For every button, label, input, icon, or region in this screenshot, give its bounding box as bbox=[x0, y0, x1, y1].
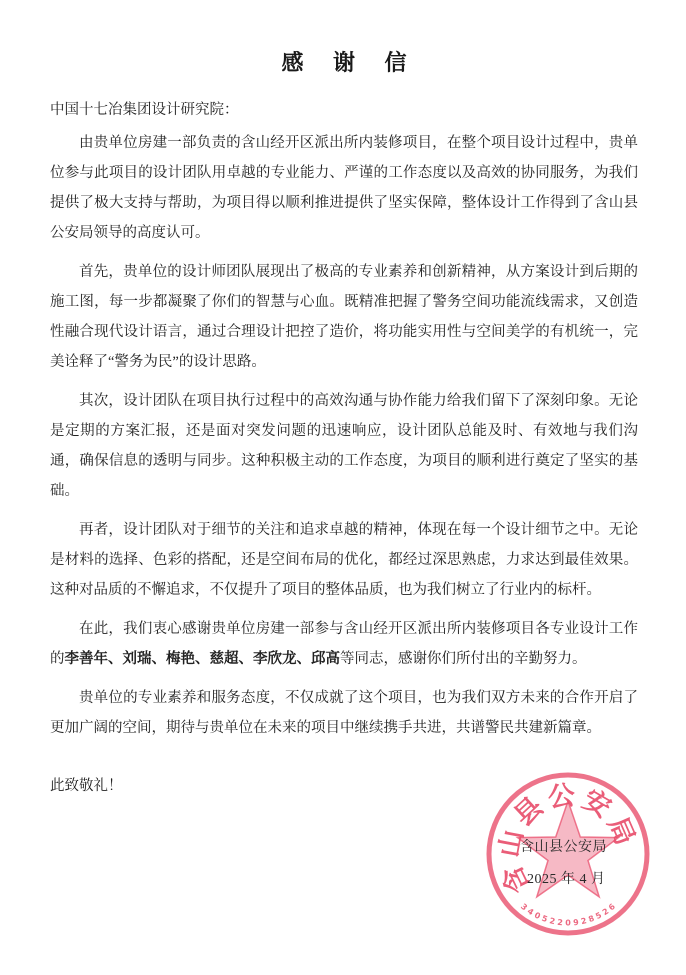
paragraph-1: 由贵单位房建一部负责的含山经开区派出所内装修项目，在整个项目设计过程中，贵单位参与此项目的设计团队用卓越的专业能力、严谨的工作态度以及高效的协同服务，为我们提供了极大支持与帮助，为项目得以顺利推进提供了坚实保障，整体设计工作得到了含山县公安局领导的高度认可。 bbox=[50, 135, 638, 241]
closing-salute: 此致敬礼！ bbox=[50, 778, 123, 794]
team-names: 李善年、刘瑞、梅艳、慈超、李欣龙、邱高 bbox=[64, 651, 340, 667]
salutation: 中国十七冶集团设计研究院： bbox=[50, 102, 239, 118]
seal-arc-char: 山 bbox=[493, 827, 529, 860]
seal-arc-char: 局 bbox=[602, 812, 641, 850]
paragraph-5-prefix: 在此，我们衷心感谢贵单位房建一部参与含山经开区派出所内装修项目各专业设计工作的 bbox=[50, 621, 638, 667]
signature-date: 2025 年 4 月 bbox=[527, 872, 606, 887]
seal-serial-digit: 2 bbox=[556, 917, 564, 928]
seal-serial-digit: 9 bbox=[572, 917, 580, 928]
seal-serial-digit: 3 bbox=[519, 901, 530, 913]
paragraph-6: 贵单位的专业素养和服务态度，不仅成就了这个项目，也为我们双方未来的合作开启了更加广阔的空间，期待与贵单位在未来的项目中继续携手共进，共谱警民共建新篇章。 bbox=[50, 690, 638, 736]
seal-serial-digit: 6 bbox=[606, 901, 617, 913]
letter-title: 感 谢 信 bbox=[281, 50, 419, 75]
seal-serial-digit: 5 bbox=[540, 913, 549, 925]
seal-serial-digit: 2 bbox=[548, 916, 556, 927]
seal-serial-digit: 8 bbox=[587, 913, 596, 925]
seal-serial-digit: 4 bbox=[525, 906, 536, 918]
paragraph-5-suffix: 等同志，感谢你们所付出的辛勤努力。 bbox=[340, 651, 587, 667]
paragraph-5 bbox=[50, 614, 638, 674]
seal-serial-digit: 2 bbox=[600, 906, 611, 918]
seal-serial-digit: 5 bbox=[594, 910, 604, 922]
paragraph-3: 其次，设计团队在项目执行过程中的高效沟通与协作能力给我们留下了深刻印象。无论是定期的方案汇报，还是面对突发问题的迅速响应，设计团队总能及时、有效地与我们沟通，确保信息的透明与同步。这种积极主动的工作态度，为项目的顺利进行奠定了坚实的基础。 bbox=[50, 393, 638, 499]
paragraph-4: 再者，设计团队对于细节的关注和追求卓越的精神，体现在每一个设计细节之中。无论是材料的选择、色彩的搭配，还是空间布局的优化，都经过深思熟虑，力求达到最佳效果。这种对品质的不懈追求，不仅提升了项目的整体品质，也为我们树立了行业内的标杆。 bbox=[50, 522, 638, 598]
letter-body bbox=[50, 46, 638, 801]
seal-arc-char: 公 bbox=[546, 779, 577, 813]
paragraph-2: 首先，贵单位的设计师团队展现出了极高的专业素养和创新精神，从方案设计到后期的施工图，每一步都凝聚了你们的智慧与心血。既精准把握了警务空间功能流线需求，又创造性融合现代设计语言，通过合理设计把控了造价，将功能实用性与空间美学的有机统一，完美诠释了“警务为民”的设计思路。 bbox=[50, 264, 638, 370]
seal-arc-char: 县 bbox=[508, 791, 549, 832]
seal-serial-digit: 2 bbox=[580, 916, 588, 927]
seal-serial-digit: 0 bbox=[565, 918, 571, 928]
seal-serial-digit: 0 bbox=[532, 910, 542, 922]
signature-org: 含山县公安局 bbox=[520, 840, 607, 855]
seal-arc-char: 含 bbox=[496, 860, 536, 899]
seal-arc-char: 安 bbox=[577, 784, 617, 824]
